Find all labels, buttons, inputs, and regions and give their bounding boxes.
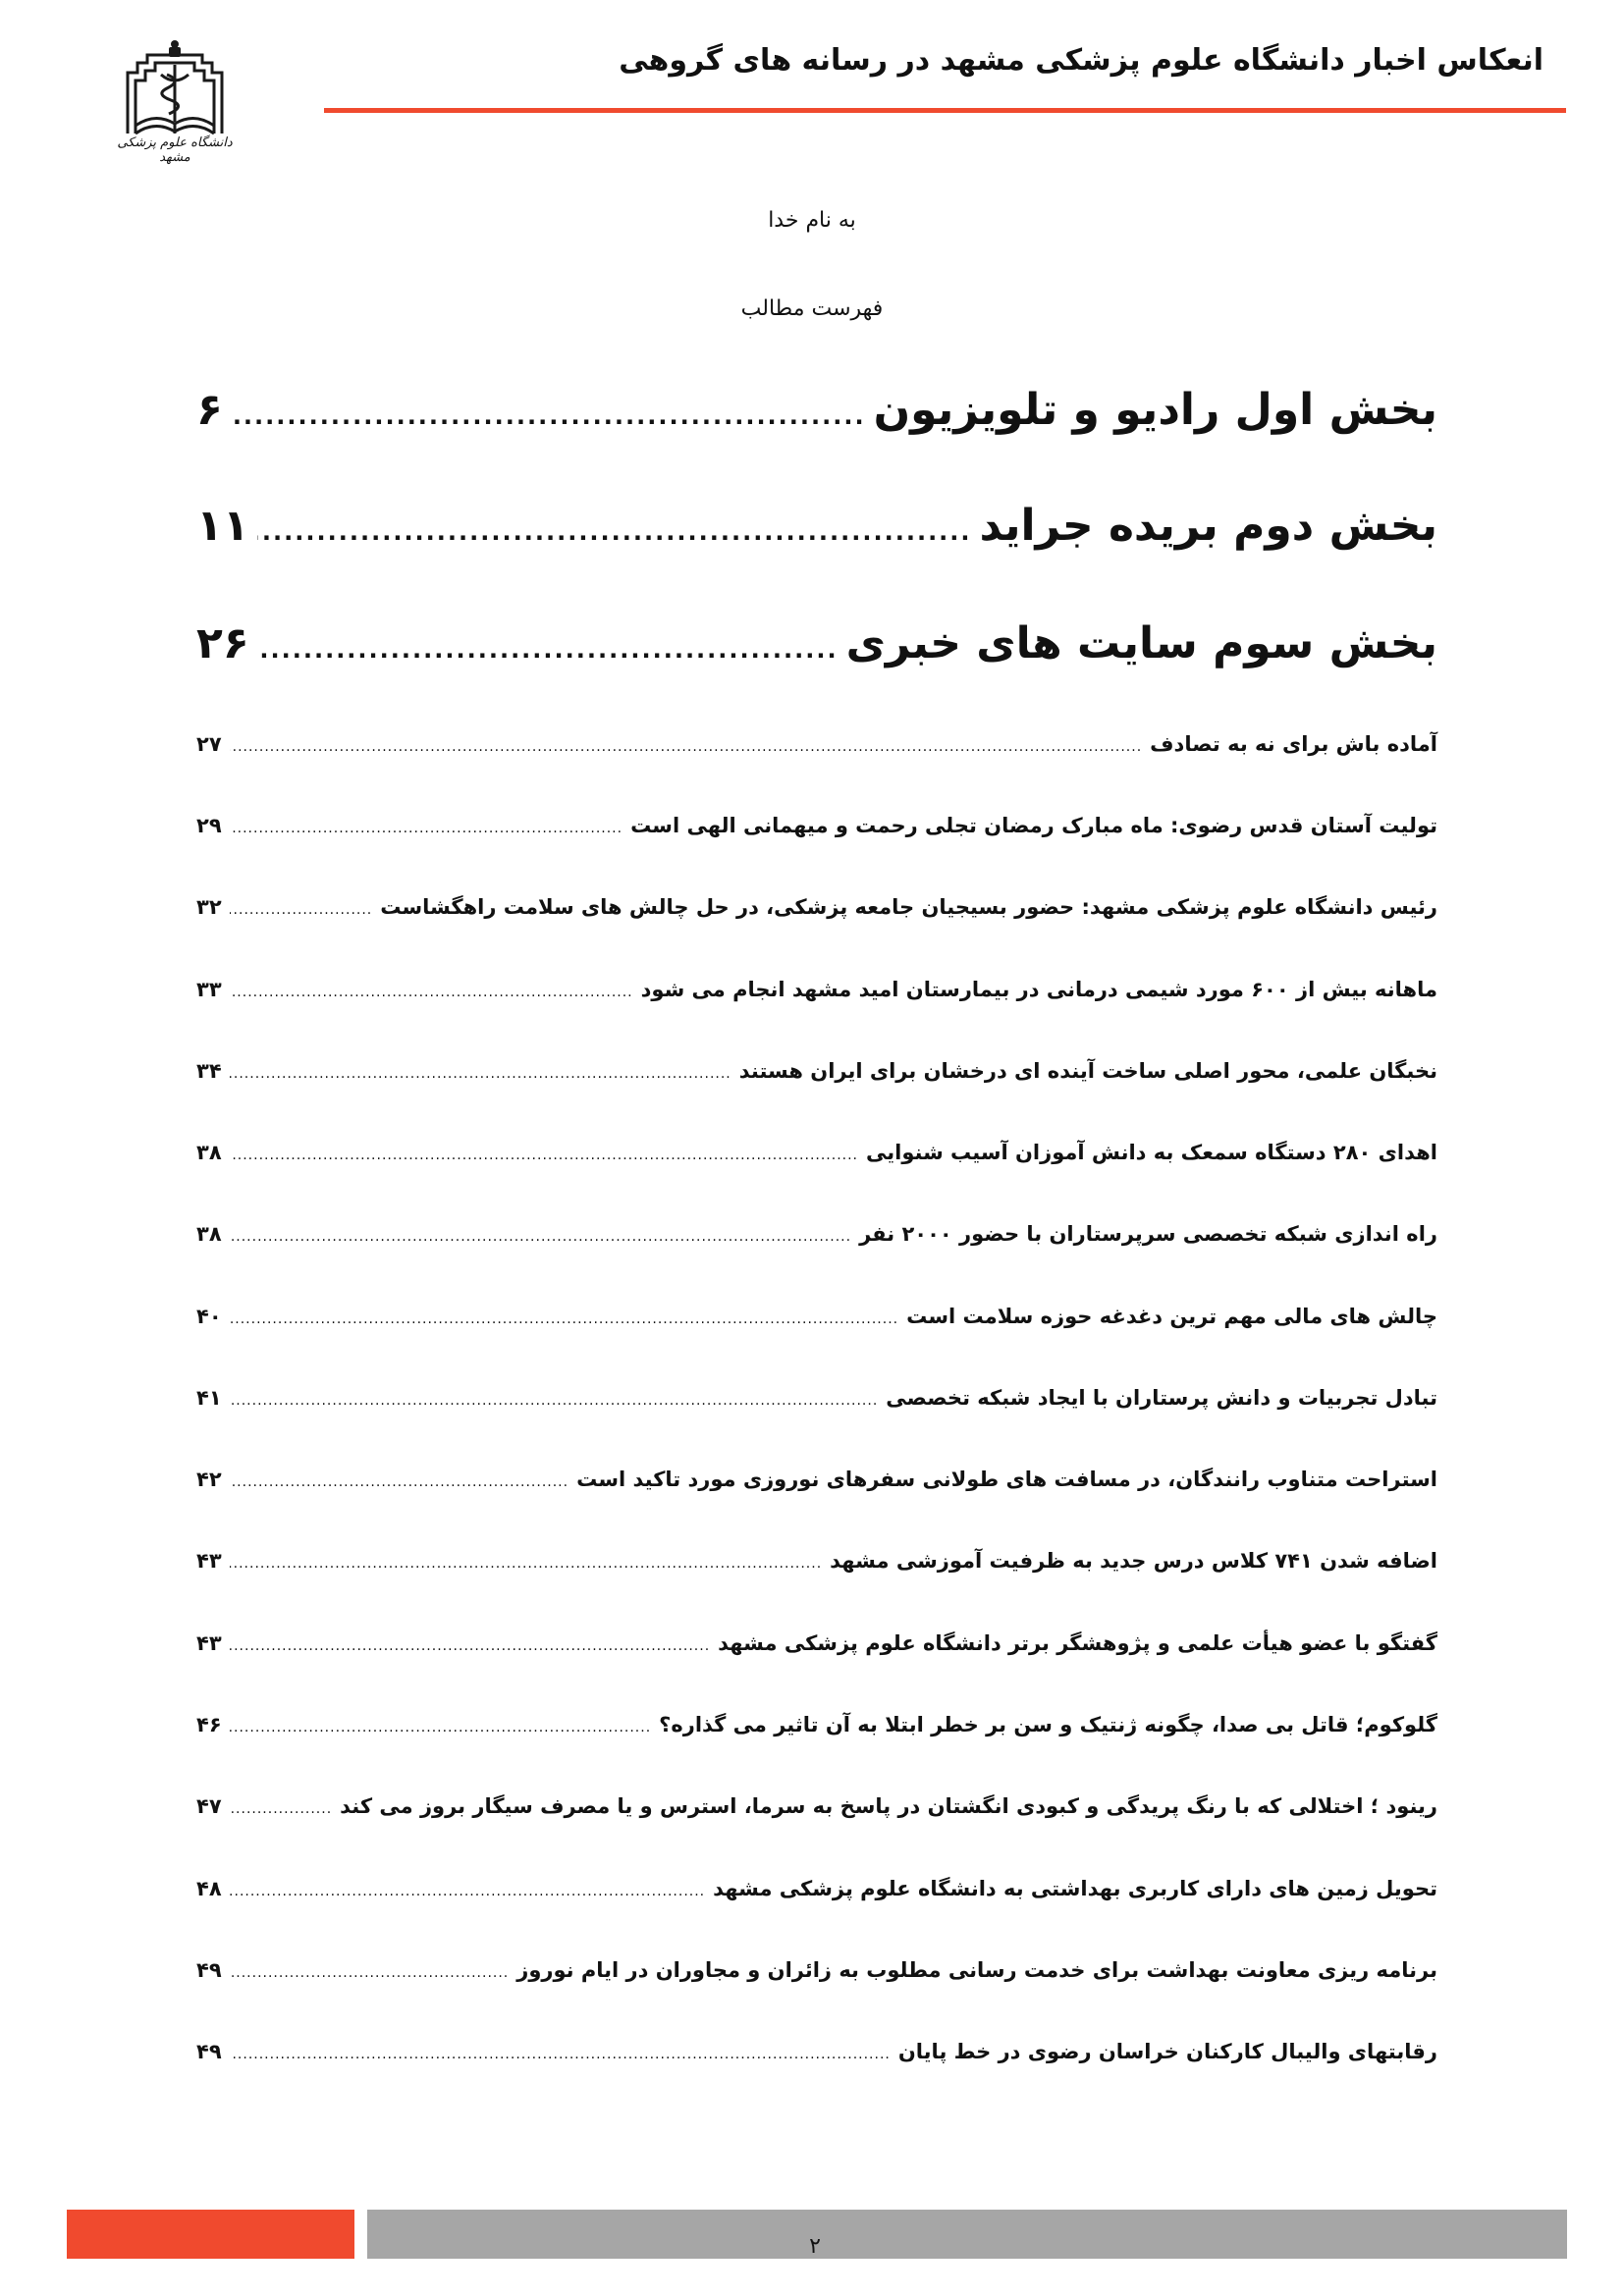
toc-section-title: بخش سوم سایت های خبری [845, 618, 1437, 668]
toc-entry-page: ۴۶ [196, 1713, 222, 1736]
toc-entry-page: ۴۹ [196, 1958, 222, 1982]
toc-section-page: ۲۶ [196, 618, 249, 668]
toc-dot-leader [230, 1801, 333, 1817]
toc-dot-leader [230, 1474, 568, 1490]
toc-entry-title: رقابتهای والیبال کارکنان خراسان رضوی در خط پایان [897, 2040, 1437, 2063]
toc-entry [196, 1794, 1437, 1818]
toc-entry-title: تبادل تجربیات و دانش پرستاران با ایجاد شبکه تخصصی [886, 1386, 1437, 1410]
toc-dot-leader [230, 1884, 705, 1899]
toc-entry [196, 1549, 1437, 1573]
toc-entry [196, 978, 1437, 1001]
toc-entry [196, 1059, 1437, 1083]
toc-entry-page: ۳۳ [196, 978, 222, 1001]
toc-entry-page: ۲۹ [196, 814, 222, 837]
toc-entry-title: اضافه شدن ۷۴۱ کلاس درس جدید به ظرفیت آموزشی مشهد [830, 1549, 1437, 1573]
toc-entry-page: ۴۱ [196, 1386, 222, 1410]
footer-gray-bar [367, 2210, 1567, 2259]
toc-entry-page: ۴۹ [196, 2040, 222, 2063]
toc-entry-title: رئیس دانشگاه علوم پزشکی مشهد: حضور بسیجیان جامعه پزشکی، در حل چالش های سلامت راهگشاست [380, 895, 1437, 919]
toc-dot-leader [230, 1229, 851, 1245]
toc-entry-page: ۳۸ [196, 1222, 222, 1246]
toc-entry-page: ۲۷ [196, 732, 222, 756]
toc-entry-page: ۳۸ [196, 1141, 222, 1164]
toc-entry [196, 814, 1437, 837]
toc-entry-page: ۴۳ [196, 1549, 222, 1573]
toc-entry-title: چالش های مالی مهم ترین دغدغه حوزه سلامت است [906, 1305, 1437, 1328]
toc-entry-title: تولیت آستان قدس رضوی: ماه مبارک رمضان تجلی رحمت و میهمانی الهی است [630, 814, 1437, 837]
toc-dot-leader [231, 402, 866, 430]
footer-accent-bar [67, 2210, 354, 2259]
toc-entry-title: تحویل زمین های دارای کاربری بهداشتی به دانشگاه علوم پزشکی مشهد [713, 1877, 1437, 1900]
toc-entry-page: ۴۸ [196, 1877, 222, 1900]
toc-section [196, 618, 1437, 668]
toc-dot-leader [257, 636, 839, 664]
toc-entry-title: استراحت متناوب رانندگان، در مسافت های طولانی سفرهای نوروزی مورد تاکید است [576, 1468, 1437, 1491]
logo-caption: دانشگاه علوم پزشکی مشهد [117, 135, 233, 165]
toc-dot-leader [230, 985, 633, 1000]
toc-dot-leader [230, 1720, 652, 1735]
toc-entry-page: ۴۰ [196, 1305, 222, 1328]
toc-entry [196, 1386, 1437, 1410]
toc-dot-leader [230, 821, 623, 836]
toc-entry [196, 1141, 1437, 1164]
toc-dot-leader [230, 1556, 823, 1572]
toc-dot-leader [230, 1965, 510, 1981]
toc-section-page: ۶ [196, 385, 223, 435]
toc-entry [196, 1222, 1437, 1246]
toc-entry-title: گلوکوم؛ قاتل بی صدا، چگونه ژنتیک و سن بر خطر ابتلا به آن تاثیر می گذاره؟ [659, 1713, 1437, 1736]
bismillah-line: به نام خدا [768, 208, 856, 233]
toc-entry-page: ۴۲ [196, 1468, 222, 1491]
toc-entry-title: نخبگان علمی، محور اصلی ساخت آینده ای درخشان برای ایران هستند [738, 1059, 1437, 1083]
document-header-title: انعکاس اخبار دانشگاه علوم پزشکی مشهد در رسانه های گروهی [619, 43, 1543, 78]
toc-section-title: بخش اول رادیو و تلویزیون [873, 385, 1437, 435]
toc-entry-title: اهدای ۲۸۰ دستگاه سمعک به دانش آموزان آسیب شنوایی [866, 1141, 1437, 1164]
page-number: ۲ [809, 2234, 821, 2259]
toc-heading: فهرست مطالب [740, 296, 884, 321]
toc-dot-leader [230, 902, 373, 918]
toc-entry-page: ۳۴ [196, 1059, 222, 1083]
toc-section-page: ۱۱ [196, 501, 249, 551]
toc-section [196, 385, 1437, 435]
toc-section [196, 501, 1437, 551]
toc-dot-leader [230, 1066, 731, 1082]
toc-entry-page: ۳۲ [196, 895, 222, 919]
toc-dot-leader [230, 2047, 891, 2062]
toc-entry [196, 732, 1437, 756]
toc-entry [196, 1958, 1437, 1982]
toc-entry-title: رینود ؛ اختلالی که با رنگ پریدگی و کبودی انگشتان در پاسخ به سرما، استرس و یا مصرف سیگار بروز می کند [340, 1794, 1437, 1818]
toc-entry [196, 1468, 1437, 1491]
toc-dot-leader [230, 1638, 711, 1654]
toc-entry-title: ماهانه بیش از ۶۰۰ مورد شیمی درمانی در بیمارستان امید مشهد انجام می شود [640, 978, 1437, 1001]
toc-entry [196, 2040, 1437, 2063]
toc-entry [196, 1305, 1437, 1328]
toc-entry-page: ۴۳ [196, 1631, 222, 1655]
toc-entry [196, 1631, 1437, 1655]
toc-entry-page: ۴۷ [196, 1794, 222, 1818]
toc-entry [196, 1877, 1437, 1900]
toc-dot-leader [230, 1393, 879, 1409]
toc-entry-title: راه اندازی شبکه تخصصی سرپرستاران با حضور ۲۰۰۰ نفر [859, 1222, 1437, 1246]
toc-section-title: بخش دوم بریده جراید [979, 501, 1437, 551]
toc-dot-leader [230, 739, 1143, 755]
toc-entry-title: گفتگو با عضو هیأت علمی و پژوهشگر برتر دانشگاه علوم پزشکی مشهد [718, 1631, 1437, 1655]
toc-entry [196, 1713, 1437, 1736]
toc-entry-title: آماده باش برای نه به تصادف [1150, 732, 1437, 756]
toc-dot-leader [230, 1148, 858, 1163]
toc-dot-leader [230, 1311, 898, 1327]
toc-entry-title: برنامه ریزی معاونت بهداشت برای خدمت رسانی مطلوب به زائران و مجاوران در ایام نوروز [516, 1958, 1437, 1982]
toc-dot-leader [257, 518, 972, 546]
toc-entry [196, 895, 1437, 919]
